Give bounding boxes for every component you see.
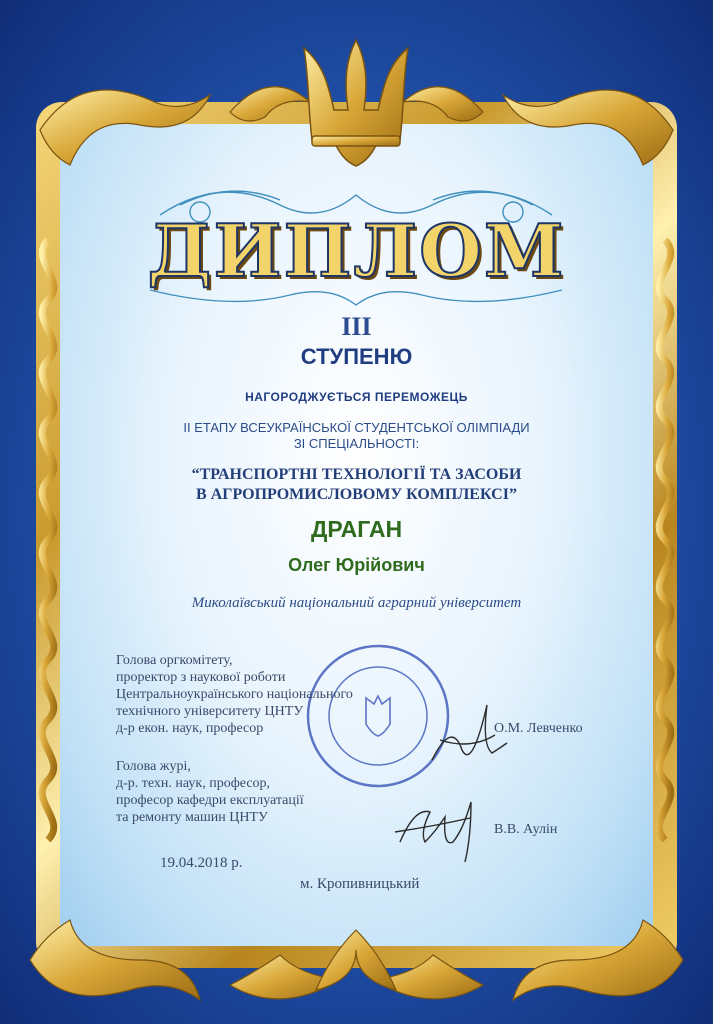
signatory-orgcommittee bbox=[116, 652, 353, 737]
signatory-title-line: технічного університету ЦНТУ bbox=[116, 704, 304, 719]
awarded-line: НАГОРОДЖУЄТЬСЯ ПЕРЕМОЖЕЦЬ bbox=[245, 390, 468, 404]
signature-aulin bbox=[395, 802, 471, 862]
degree-numeral: III bbox=[341, 312, 372, 341]
specialty-name-line1: “ТРАНСПОРТНІ ТЕХНОЛОГІЇ ТА ЗАСОБИ bbox=[191, 466, 522, 483]
signatory-jury bbox=[116, 758, 304, 826]
winner-surname: ДРАГАН bbox=[310, 516, 403, 542]
signatory-title-line: професор кафедри експлуатації bbox=[116, 793, 304, 808]
signatory-title-line: проректор з наукової роботи bbox=[116, 670, 286, 685]
signatory-title-line: д-р. техн. наук, професор, bbox=[116, 776, 271, 791]
winner-given-name: Олег Юрійович bbox=[288, 555, 425, 575]
signatory-title-line: та ремонту машин ЦНТУ bbox=[116, 810, 268, 825]
degree-word: СТУПЕНЮ bbox=[300, 344, 413, 369]
signatory-name-levchenko: О.М. Левченко bbox=[494, 721, 583, 736]
bottom-corner-flourishes bbox=[30, 920, 683, 1000]
specialty-label: ЗІ СПЕЦІАЛЬНОСТІ: bbox=[293, 436, 420, 451]
diploma-title: ДИПЛОМ bbox=[147, 208, 566, 293]
signatory-name-aulin: В.В. Аулін bbox=[494, 822, 558, 837]
specialty-name-line2: В АГРОПРОМИСЛОВОМУ КОМПЛЕКСІ” bbox=[196, 486, 517, 503]
signatory-title-line: Центральноукраїнського національного bbox=[116, 687, 353, 702]
issue-city: м. Кропивницький bbox=[300, 876, 420, 892]
olympiad-stage-line: ІІ ЕТАПУ ВСЕУКРАЇНСЬКОЇ СТУДЕНТСЬКОЇ ОЛІМПІАДИ bbox=[183, 420, 530, 435]
issue-date: 19.04.2018 р. bbox=[160, 855, 243, 871]
coat-of-arms-icon bbox=[304, 40, 408, 166]
signatory-title-line: Голова оргкомітету, bbox=[116, 653, 233, 668]
signatory-title-line: д-р екон. наук, професор bbox=[116, 721, 264, 736]
stamp-emblem-icon bbox=[366, 696, 390, 736]
university-name: Миколаївський національний аграрний університет bbox=[191, 595, 522, 611]
signatory-title-line: Голова журі, bbox=[116, 759, 191, 774]
